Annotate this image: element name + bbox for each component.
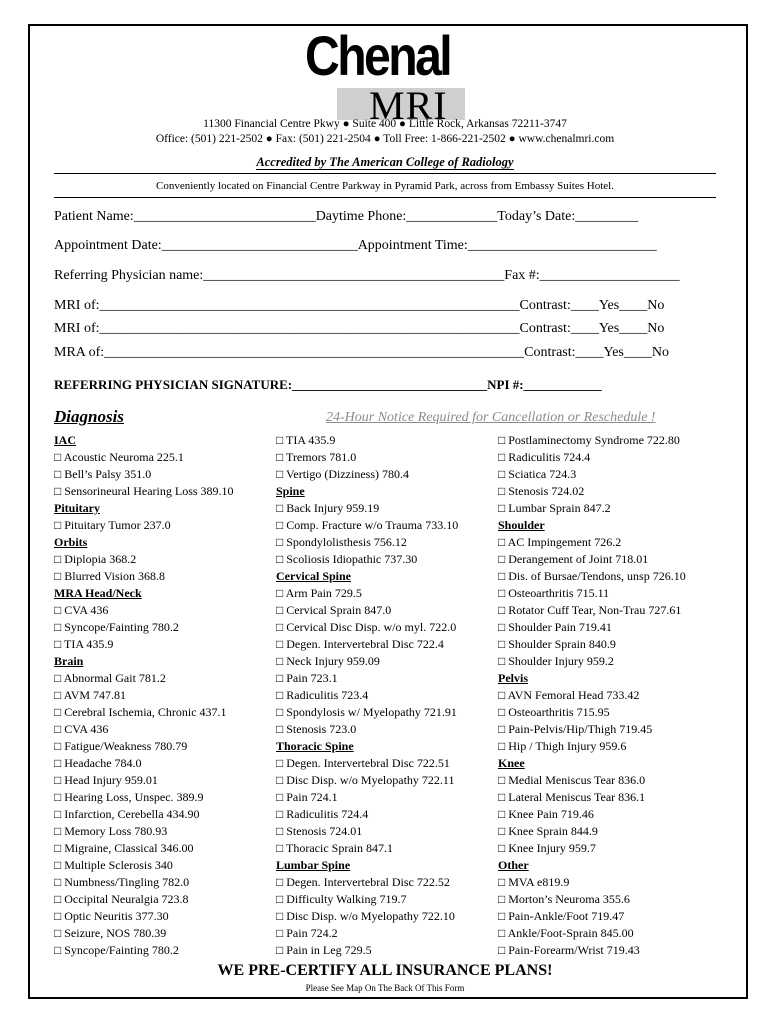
diagnosis-checkbox-item[interactable]: □ Abnormal Gait 781.2: [54, 671, 166, 685]
diagnosis-checkbox-item[interactable]: □ Shoulder Injury 959.2: [498, 654, 614, 668]
diagnosis-section-heading: Shoulder: [498, 518, 545, 532]
referring-physician-line[interactable]: Referring Physician name:___________________________________________Fax #:____________________: [54, 268, 680, 283]
diagnosis-checkbox-item[interactable]: □ Knee Pain 719.46: [498, 807, 594, 821]
insurance-banner: WE PRE-CERTIFY ALL INSURANCE PLANS!: [217, 962, 553, 979]
diagnosis-checkbox-item[interactable]: □ Spondylolisthesis 756.12: [276, 535, 407, 549]
diagnosis-section-heading: MRA Head/Neck: [54, 586, 142, 600]
diagnosis-checkbox-item[interactable]: □ Pain 723.1: [276, 671, 338, 685]
diagnosis-section-heading: Spine: [276, 484, 305, 498]
diagnosis-checkbox-item[interactable]: □ Medial Meniscus Tear 836.0: [498, 773, 646, 787]
mri-of-line-2[interactable]: MRI of:____________________________________________________________Contrast:____Yes____No: [54, 321, 665, 336]
diagnosis-checkbox-item[interactable]: □ MVA e819.9: [498, 875, 570, 889]
diagnosis-checkbox-item[interactable]: □ Lateral Meniscus Tear 836.1: [498, 790, 646, 804]
diagnosis-checkbox-item[interactable]: □ Tremors 781.0: [276, 450, 357, 464]
diagnosis-checkbox-item[interactable]: □ Spondylosis w/ Myelopathy 721.91: [276, 705, 457, 719]
diagnosis-checkbox-item[interactable]: □ Arm Pain 729.5: [276, 586, 362, 600]
contact-info: Office: (501) 221-2502 ● Fax: (501) 221-2504 ● Toll Free: 1-866-221-2502 ● www.chenalmri.com: [155, 133, 615, 145]
divider-bottom: [54, 197, 716, 198]
diagnosis-checkbox-item[interactable]: □ Disc Disp. w/o Myelopathy 722.11: [276, 773, 455, 787]
diagnosis-checkbox-item[interactable]: □ Knee Sprain 844.9: [498, 824, 598, 838]
diagnosis-checkbox-item[interactable]: □ Derangement of Joint 718.01: [498, 552, 649, 566]
diagnosis-checkbox-item[interactable]: □ Blurred Vision 368.8: [54, 569, 165, 583]
diagnosis-checkbox-item[interactable]: □ AC Impingement 726.2: [498, 535, 622, 549]
diagnosis-checkbox-item[interactable]: □ Head Injury 959.01: [54, 773, 158, 787]
diagnosis-column-3: [498, 432, 686, 959]
diagnosis-checkbox-item[interactable]: □ Hip / Thigh Injury 959.6: [498, 739, 627, 753]
diagnosis-checkbox-item[interactable]: □ Numbness/Tingling 782.0: [54, 875, 190, 889]
diagnosis-column-2: [276, 432, 458, 959]
mri-of-line-1[interactable]: MRI of:____________________________________________________________Contrast:____Yes____No: [54, 298, 665, 313]
location-note: Conveniently located on Financial Centre Parkway in Pyramid Park, across from Embassy Suites Hotel.: [156, 180, 614, 192]
diagnosis-checkbox-item[interactable]: □ CVA 436: [54, 603, 109, 617]
mra-of-line[interactable]: MRA of:____________________________________________________________Contrast:____Yes____No: [54, 345, 669, 360]
physician-signature-line[interactable]: REFERRING PHYSICIAN SIGNATURE:______________________________NPI #:____________: [54, 377, 602, 392]
logo-mri-text: MRI: [369, 83, 448, 128]
diagnosis-checkbox-item[interactable]: □ Optic Neuritis 377.30: [54, 909, 169, 923]
diagnosis-checkbox-item[interactable]: □ Pain-Pelvis/Hip/Thigh 719.45: [498, 722, 653, 736]
diagnosis-checkbox-item[interactable]: □ Osteoarthritis 715.95: [498, 705, 610, 719]
accreditation: [0, 155, 770, 170]
diagnosis-checkbox-item[interactable]: □ Syncope/Fainting 780.2: [54, 943, 179, 957]
diagnosis-checkbox-item[interactable]: □ Hearing Loss, Unspec. 389.9: [54, 790, 204, 804]
diagnosis-checkbox-item[interactable]: □ Difficulty Walking 719.7: [276, 892, 407, 906]
diagnosis-checkbox-item[interactable]: □ TIA 435.9: [276, 433, 336, 447]
diagnosis-checkbox-item[interactable]: □ Acoustic Neuroma 225.1: [54, 450, 184, 464]
diagnosis-checkbox-item[interactable]: □ Multiple Sclerosis 340: [54, 858, 173, 872]
diagnosis-checkbox-item[interactable]: □ Bell’s Palsy 351.0: [54, 467, 152, 481]
diagnosis-checkbox-item[interactable]: □ Morton’s Neuroma 355.6: [498, 892, 630, 906]
diagnosis-checkbox-item[interactable]: □ Stenosis 723.0: [276, 722, 357, 736]
diagnosis-checkbox-item[interactable]: □ Memory Loss 780.93: [54, 824, 168, 838]
diagnosis-checkbox-item[interactable]: □ Lumbar Sprain 847.2: [498, 501, 611, 515]
diagnosis-checkbox-item[interactable]: □ AVM 747.81: [54, 688, 127, 702]
diagnosis-checkbox-item[interactable]: □ Pain-Ankle/Foot 719.47: [498, 909, 625, 923]
patient-info-line[interactable]: Patient Name:__________________________Daytime Phone:_____________Today’s Date:_________: [54, 209, 639, 224]
diagnosis-checkbox-item[interactable]: □ Postlaminectomy Syndrome 722.80: [498, 433, 680, 447]
diagnosis-section-heading: Orbits: [54, 535, 88, 549]
diagnosis-checkbox-item[interactable]: □ Rotator Cuff Tear, Non-Trau 727.61: [498, 603, 682, 617]
diagnosis-checkbox-item[interactable]: □ TIA 435.9: [54, 637, 114, 651]
diagnosis-checkbox-item[interactable]: □ CVA 436: [54, 722, 109, 736]
diagnosis-checkbox-item[interactable]: □ Syncope/Fainting 780.2: [54, 620, 179, 634]
diagnosis-section-heading: IAC: [54, 433, 77, 447]
diagnosis-checkbox-item[interactable]: □ Back Injury 959.19: [276, 501, 380, 515]
diagnosis-checkbox-item[interactable]: □ Radiculitis 724.4: [276, 807, 369, 821]
diagnosis-checkbox-item[interactable]: □ Shoulder Pain 719.41: [498, 620, 612, 634]
appointment-line[interactable]: Appointment Date:____________________________Appointment Time:___________________________: [54, 238, 657, 253]
diagnosis-checkbox-item[interactable]: □ Stenosis 724.01: [276, 824, 363, 838]
diagnosis-checkbox-item[interactable]: □ Headache 784.0: [54, 756, 142, 770]
diagnosis-checkbox-item[interactable]: □ Degen. Intervertebral Disc 722.51: [276, 756, 450, 770]
chenal-mri-logo: [305, 24, 465, 128]
cancellation-notice: 24-Hour Notice Required for Cancellation or Reschedule !: [326, 410, 656, 425]
diagnosis-checkbox-item[interactable]: □ Pain in Leg 729.5: [276, 943, 372, 957]
diagnosis-checkbox-item[interactable]: □ Occipital Neuralgia 723.8: [54, 892, 189, 906]
diagnosis-section-heading: Thoracic Spine: [276, 739, 354, 753]
address: 11300 Financial Centre Pkwy ● Suite 400 ● Little Rock, Arkansas 72211-3747: [203, 118, 567, 130]
diagnosis-checkbox-item[interactable]: □ Degen. Intervertebral Disc 722.52: [276, 875, 450, 889]
divider-top: [54, 173, 716, 174]
diagnosis-checkbox-item[interactable]: □ Pain 724.2: [276, 926, 338, 940]
diagnosis-checkbox-item[interactable]: □ Seizure, NOS 780.39: [54, 926, 167, 940]
diagnosis-checkbox-item[interactable]: □ Osteoarthritis 715.11: [498, 586, 610, 600]
diagnosis-checkbox-item[interactable]: □ Dis. of Bursae/Tendons, unsp 726.10: [498, 569, 686, 583]
diagnosis-checkbox-item[interactable]: □ Thoracic Sprain 847.1: [276, 841, 393, 855]
diagnosis-section-heading: Knee: [498, 756, 525, 770]
diagnosis-section-heading: Brain: [54, 654, 84, 668]
diagnosis-checkbox-item[interactable]: □ Radiculitis 723.4: [276, 688, 369, 702]
diagnosis-checkbox-item[interactable]: □ Ankle/Foot-Sprain 845.00: [498, 926, 634, 940]
diagnosis-checkbox-item[interactable]: □ Infarction, Cerebella 434.90: [54, 807, 200, 821]
diagnosis-checkbox-item[interactable]: □ Pain 724.1: [276, 790, 338, 804]
diagnosis-checkbox-item[interactable]: □ Cervical Sprain 847.0: [276, 603, 392, 617]
diagnosis-section-heading: Pelvis: [498, 671, 528, 685]
accreditation-text: Accredited by The American College of Radiology: [256, 155, 514, 169]
diagnosis-checkbox-item[interactable]: □ Sensorineural Hearing Loss 389.10: [54, 484, 234, 498]
diagnosis-checkbox-item[interactable]: □ Scoliosis Idiopathic 737.30: [276, 552, 418, 566]
diagnosis-checkbox-item[interactable]: □ Fatigue/Weakness 780.79: [54, 739, 188, 753]
diagnosis-checkbox-item[interactable]: □ Migraine, Classical 346.00: [54, 841, 194, 855]
diagnosis-checkbox-item[interactable]: □ Cerebral Ischemia, Chronic 437.1: [54, 705, 227, 719]
diagnosis-checkbox-item[interactable]: □ Degen. Intervertebral Disc 722.4: [276, 637, 444, 651]
diagnosis-checkbox-item[interactable]: □ Sciatica 724.3: [498, 467, 577, 481]
diagnosis-section-heading: Pituitary: [54, 501, 100, 515]
map-note: Please See Map On The Back Of This Form: [305, 983, 465, 993]
diagnosis-checkbox-item[interactable]: □ Diplopia 368.2: [54, 552, 137, 566]
diagnosis-section-heading: Cervical Spine: [276, 569, 351, 583]
diagnosis-checkbox-item[interactable]: □ Vertigo (Dizziness) 780.4: [276, 467, 410, 481]
diagnosis-heading: Diagnosis: [54, 407, 124, 426]
diagnosis-section-heading: Lumbar Spine: [276, 858, 351, 872]
diagnosis-checkbox-item[interactable]: □ Comp. Fracture w/o Trauma 733.10: [276, 518, 459, 532]
diagnosis-checkbox-item[interactable]: □ AVN Femoral Head 733.42: [498, 688, 640, 702]
diagnosis-section-heading: Other: [498, 858, 529, 872]
diagnosis-checkbox-item[interactable]: □ Stenosis 724.02: [498, 484, 585, 498]
diagnosis-checkbox-item[interactable]: □ Cervical Disc Disp. w/o myl. 722.0: [276, 620, 457, 634]
diagnosis-checkbox-item[interactable]: □ Disc Disp. w/o Myelopathy 722.10: [276, 909, 455, 923]
diagnosis-checkbox-item[interactable]: □ Knee Injury 959.7: [498, 841, 596, 855]
diagnosis-checkbox-item[interactable]: □ Pituitary Tumor 237.0: [54, 518, 171, 532]
diagnosis-checkbox-item[interactable]: □ Pain-Forearm/Wrist 719.43: [498, 943, 640, 957]
diagnosis-column-1: [54, 432, 234, 959]
diagnosis-checkbox-item[interactable]: □ Shoulder Sprain 840.9: [498, 637, 616, 651]
logo-chenal-text: Chenal: [305, 24, 451, 87]
diagnosis-checkbox-item[interactable]: □ Neck Injury 959.09: [276, 654, 380, 668]
diagnosis-checkbox-item[interactable]: □ Radiculitis 724.4: [498, 450, 591, 464]
